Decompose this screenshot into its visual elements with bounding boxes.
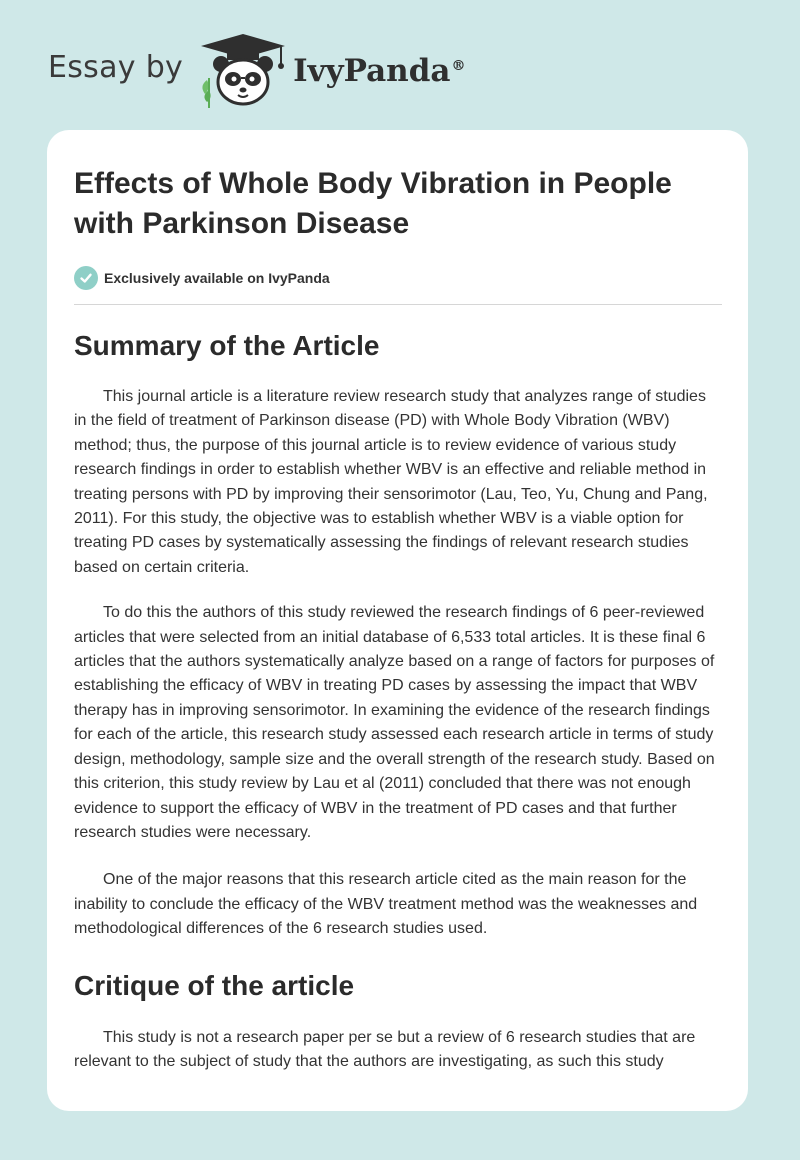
brand-name[interactable]: [293, 53, 465, 89]
check-icon: [74, 266, 98, 290]
section-heading-critique: Critique of the article: [74, 969, 355, 1001]
badge-label: Exclusively available on IvyPanda: [104, 270, 330, 286]
essay-by-label: Essay by: [48, 49, 184, 85]
exclusive-badge: [74, 264, 722, 292]
divider: [74, 304, 722, 305]
section-heading-summary: Summary of the Article: [74, 330, 380, 361]
registered-mark: ®: [451, 57, 466, 74]
paragraph: This journal article is a literature review research study that analyzes range of studies in the field of treatment of Parkinson disease (PD) with Whole Body Vibration (WBV) method; thus, the purpose of this journal article is to review evidence of various study research findings in order to establish whether WBV is an effective and reliable method in treating persons with PD by improving their sensorimotor (Lau, Teo, Yu, Chung and Pang, 2011). For this study, the objective was to establish whether WBV is a viable option for treating PD cases by systematically assessing the findings of relevant research studies based on certain criteria.: [74, 388, 708, 576]
article-card: [47, 130, 748, 1111]
paragraph: One of the major reasons that this research article cited as the main reason for the inability to conclude the efficacy of the WBV treatment method was the weaknesses and methodological differences of the 6 research studies used.: [74, 871, 698, 938]
paragraph: To do this the authors of this study reviewed the research findings of 6 peer-reviewed articles that were selected from an initial database of 6,533 total articles. It is these final 6 articles that the authors systematically analyze based on a range of factors for purposes of establishing the efficacy of WBV in treating PD cases by assessing the impact that WBV therapy has in improving sensorimotor. In examining the evidence of the research findings for each of the article, this research study assessed each research article in terms of study design, methodology, sample size and the overall strength of the research study. Based on this criterion, this study review by Lau et al (2011) concluded that there was not enough evidence to support the efficacy of WBV in the treatment of PD cases and that further research studies were necessary.: [74, 604, 715, 841]
article-title: Effects of Whole Body Vibration in People with Parkinson Disease: [74, 167, 672, 240]
site-header: [48, 30, 466, 110]
panda-logo-icon[interactable]: [197, 30, 289, 110]
paragraph: This study is not a research paper per se but a review of 6 research studies that are relevant to the subject of study that the authors are investigating, as such this study: [74, 1028, 696, 1070]
brand-label: IvyPanda: [293, 53, 451, 89]
